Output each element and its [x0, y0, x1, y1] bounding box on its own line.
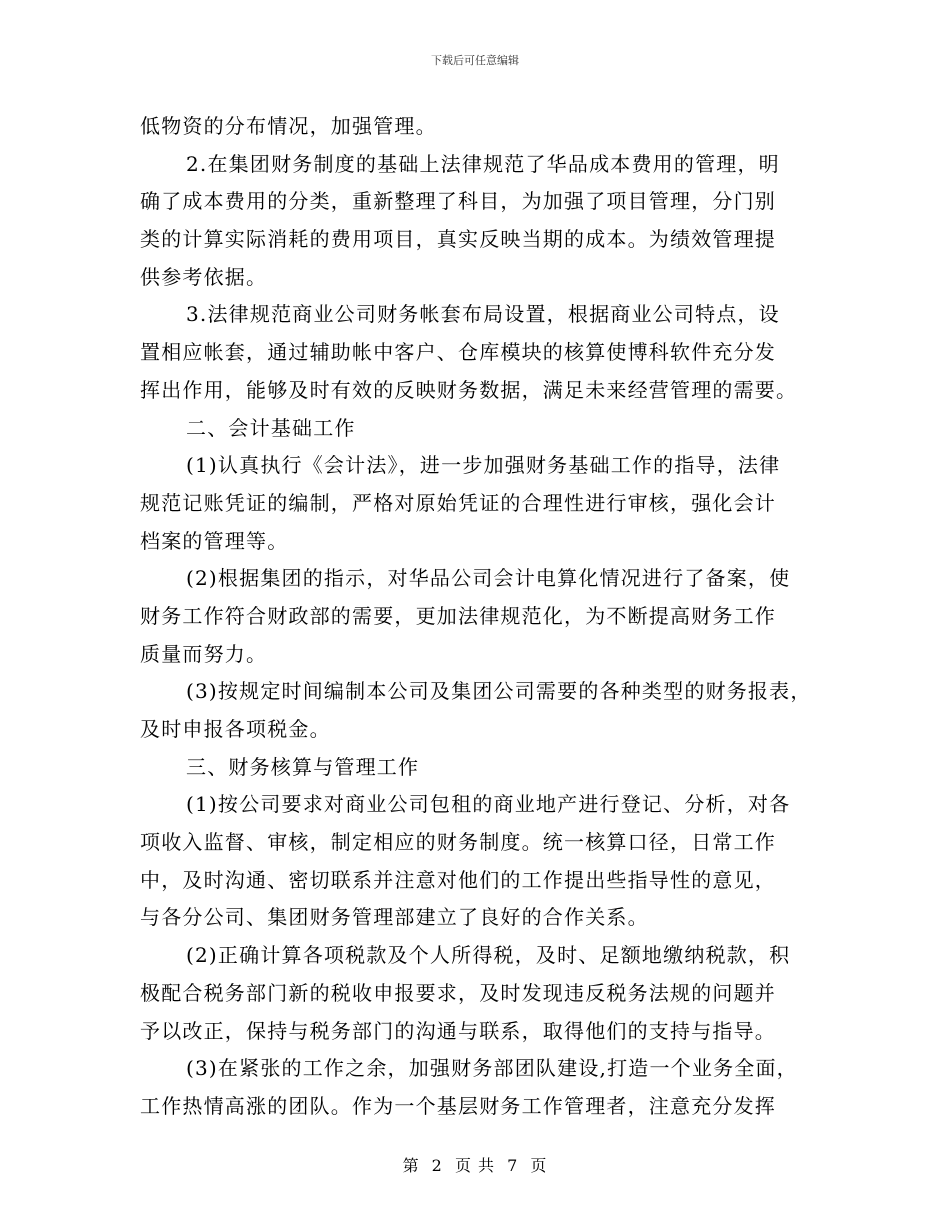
text-line: 挥出作用，能够及时有效的反映财务数据，满足未来经营管理的需要。 — [140, 377, 798, 402]
page-footer — [0, 1153, 950, 1176]
text-line: 质量而努力。 — [140, 641, 268, 666]
text-line: 置相应帐套，通过辅助帐中客户、仓库模块的核算使博科软件充分发 — [140, 340, 776, 365]
text-line: 及时申报各项税金。 — [140, 717, 331, 741]
section-heading: 三、财务核算与管理工作 — [186, 754, 420, 779]
text-line: 档案的管理等。 — [140, 528, 289, 553]
text-line: (2)根据集团的指示，对华品公司会计电算化情况进行了备案，使 — [186, 566, 791, 591]
text-line: 工作热情高涨的团队。作为一个基层财务工作管理者，注意充分发挥 — [140, 1093, 776, 1118]
text-line: (2)正确计算各项税款及个人所得税，及时、足额地缴纳税款，积 — [186, 943, 791, 968]
section-heading: 二、会计基础工作 — [186, 415, 356, 440]
text-line: 3.法律规范商业公司财务帐套布局设置，根据商业公司特点，设 — [186, 302, 780, 327]
footer-prefix: 第 — [402, 1156, 420, 1175]
page-number: 2 — [431, 1156, 443, 1175]
text-line: 与各分公司、集团财务管理部建立了良好的合作关系。 — [140, 905, 649, 930]
document-body — [140, 108, 815, 1126]
text-line: 2.在集团财务制度的基础上法律规范了华品成本费用的管理，明 — [186, 151, 780, 176]
footer-middle: 页 共 — [454, 1156, 496, 1175]
text-line: 极配合税务部门新的税收申报要求，及时发现违反税务法规的问题并 — [140, 980, 776, 1005]
text-line: (1)按公司要求对商业公司包租的商业地产进行登记、分析，对各 — [186, 792, 791, 817]
text-line: (3)按规定时间编制本公司及集团公司需要的各种类型的财务报表， — [186, 679, 812, 704]
page-total: 7 — [507, 1156, 519, 1175]
footer-suffix: 页 — [530, 1156, 548, 1175]
page-header: 下载后可任意编辑 — [431, 54, 519, 67]
text-line: 供参考依据。 — [140, 264, 268, 289]
text-line: 项收入监督、审核，制定相应的财务制度。统一核算口径，日常工作 — [140, 830, 776, 855]
text-line: 规范记账凭证的编制，严格对原始凭证的合理性进行审核，强化会计 — [140, 490, 776, 515]
text-line: 予以改正，保持与税务部门的沟通与联系，取得他们的支持与指导。 — [140, 1018, 776, 1043]
text-line: 类的计算实际消耗的费用项目，真实反映当期的成本。为绩效管理提 — [140, 227, 776, 252]
text-line: (1)认真执行《会计法》，进一步加强财务基础工作的指导，法律 — [186, 453, 781, 478]
text-line: (3)在紧张的工作之余，加强财务部团队建设,打造一个业务全面， — [186, 1056, 798, 1081]
text-line: 财务工作符合财政部的需要，更加法律规范化，为不断提高财务工作 — [140, 603, 776, 628]
text-line: 中，及时沟通、密切联系并注意对他们的工作提出些指导性的意见， — [140, 867, 776, 892]
text-line: 确了成本费用的分类，重新整理了科目，为加强了项目管理，分门别 — [140, 189, 776, 214]
text-line: 低物资的分布情况，加强管理。 — [140, 114, 437, 138]
